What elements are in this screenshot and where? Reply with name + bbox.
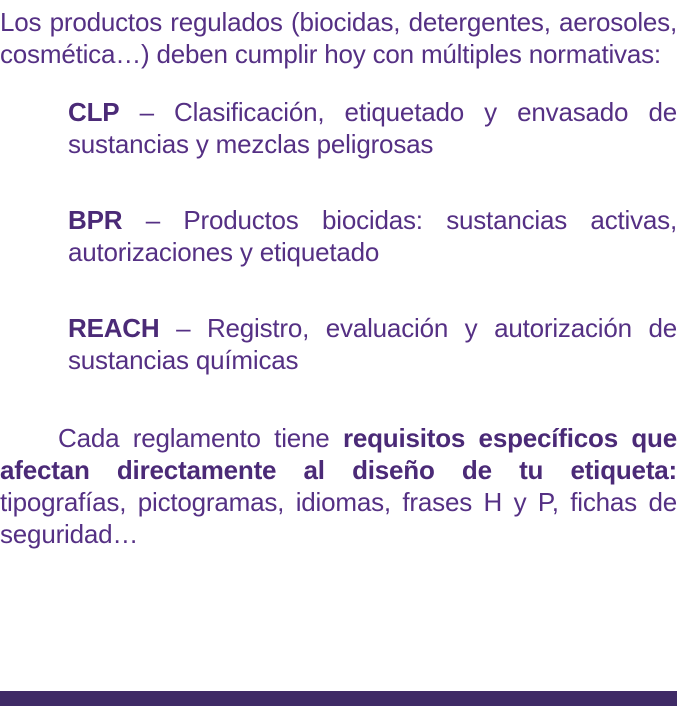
regulation-item-bpr	[68, 204, 677, 268]
closing-emphasis: requisitos específicos que afectan directamente al diseño de tu etiqueta:	[0, 423, 677, 485]
regulation-code: CLP	[68, 97, 120, 127]
regulation-item-reach	[68, 312, 677, 376]
closing-lead: Cada reglamento tiene	[58, 423, 343, 453]
regulation-item-clp	[68, 96, 677, 160]
regulation-description: Registro, evaluación y autorización de sustancias químicas	[68, 313, 677, 375]
closing-paragraph	[0, 422, 677, 550]
regulation-description: Productos biocidas: sustancias activas, autorizaciones y etiquetado	[68, 205, 677, 267]
dash-separator: –	[176, 313, 191, 343]
footer-accent-bar	[0, 691, 677, 706]
intro-paragraph: Los productos regulados (biocidas, detergentes, aerosoles, cosmética…) deben cumplir hoy con múltiples normativas:	[0, 7, 677, 69]
dash-separator: –	[145, 205, 160, 235]
dash-separator: –	[139, 97, 154, 127]
regulation-code: REACH	[68, 313, 160, 343]
regulation-code: BPR	[68, 205, 123, 235]
closing-tail: tipografías, pictogramas, idiomas, frases H y P, fichas de seguridad…	[0, 487, 677, 549]
regulation-description: Clasificación, etiquetado y envasado de sustancias y mezclas peligrosas	[68, 97, 677, 159]
